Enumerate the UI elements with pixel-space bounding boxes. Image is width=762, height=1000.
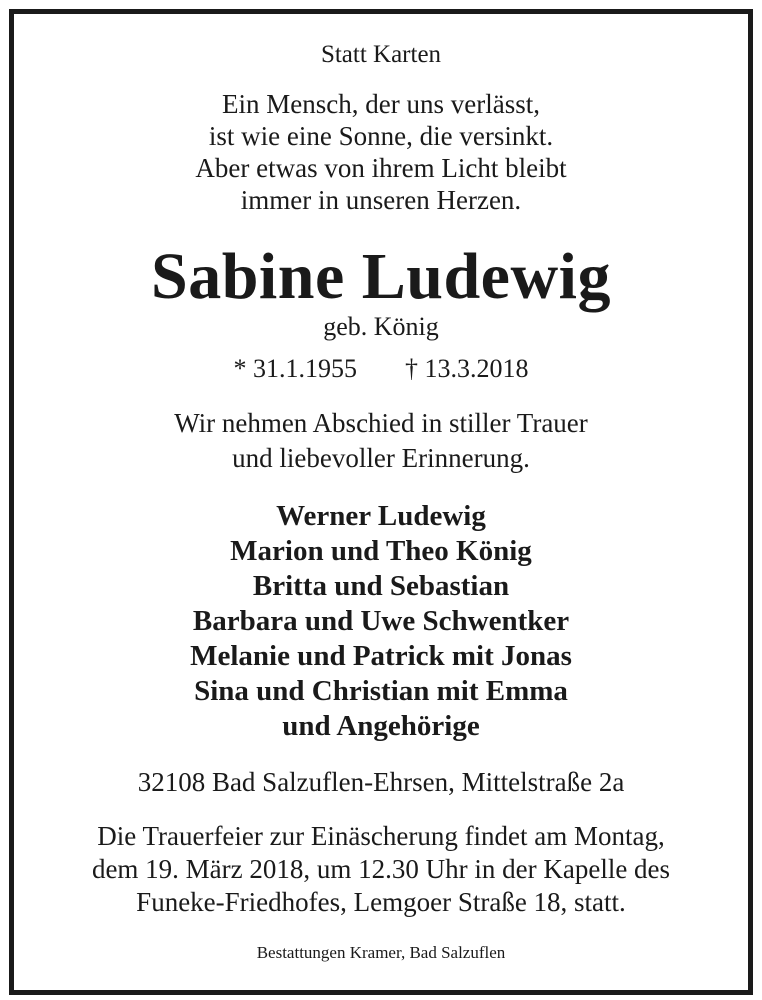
- farewell-line: Wir nehmen Abschied in stiller Trauer: [174, 408, 588, 438]
- verse-line: ist wie eine Sonne, die versinkt.: [208, 121, 554, 151]
- service-line: Funeke-Friedhofes, Lemgoer Straße 18, statt.: [136, 887, 626, 917]
- header-text: Statt Karten: [320, 41, 442, 68]
- mourner-entry: Marion und Theo König: [230, 535, 532, 567]
- farewell-line: und liebevoller Erinnerung.: [232, 443, 530, 473]
- life-dates: [0, 354, 762, 384]
- death-date: † 13.3.2018: [405, 354, 529, 383]
- verse-line: immer in unseren Herzen.: [240, 185, 522, 215]
- mourner-entry: und Angehörige: [282, 710, 480, 742]
- mourner-entry: Melanie und Patrick mit Jonas: [190, 640, 572, 672]
- undertaker: Bestattungen Kramer, Bad Salzuflen: [256, 943, 506, 962]
- mourner-entry: Sina und Christian mit Emma: [194, 675, 568, 707]
- service-line: Die Trauerfeier zur Einäscherung findet am Montag,: [97, 821, 665, 851]
- mourner-entry: Britta und Sebastian: [252, 570, 510, 602]
- birth-date: * 31.1.1955: [233, 354, 357, 383]
- address: 32108 Bad Salzuflen-Ehrsen, Mittelstraße 2a: [137, 767, 625, 797]
- deceased-name: Sabine Ludewig: [151, 240, 611, 313]
- service-line: dem 19. März 2018, um 12.30 Uhr in der Kapelle des: [91, 854, 671, 884]
- verse-line: Aber etwas von ihrem Licht bleibt: [195, 153, 567, 183]
- birth-name: geb. König: [323, 312, 439, 341]
- verse-line: Ein Mensch, der uns verlässt,: [222, 89, 540, 119]
- mourner-entry: Werner Ludewig: [276, 500, 486, 532]
- mourner-entry: Barbara und Uwe Schwentker: [192, 605, 570, 637]
